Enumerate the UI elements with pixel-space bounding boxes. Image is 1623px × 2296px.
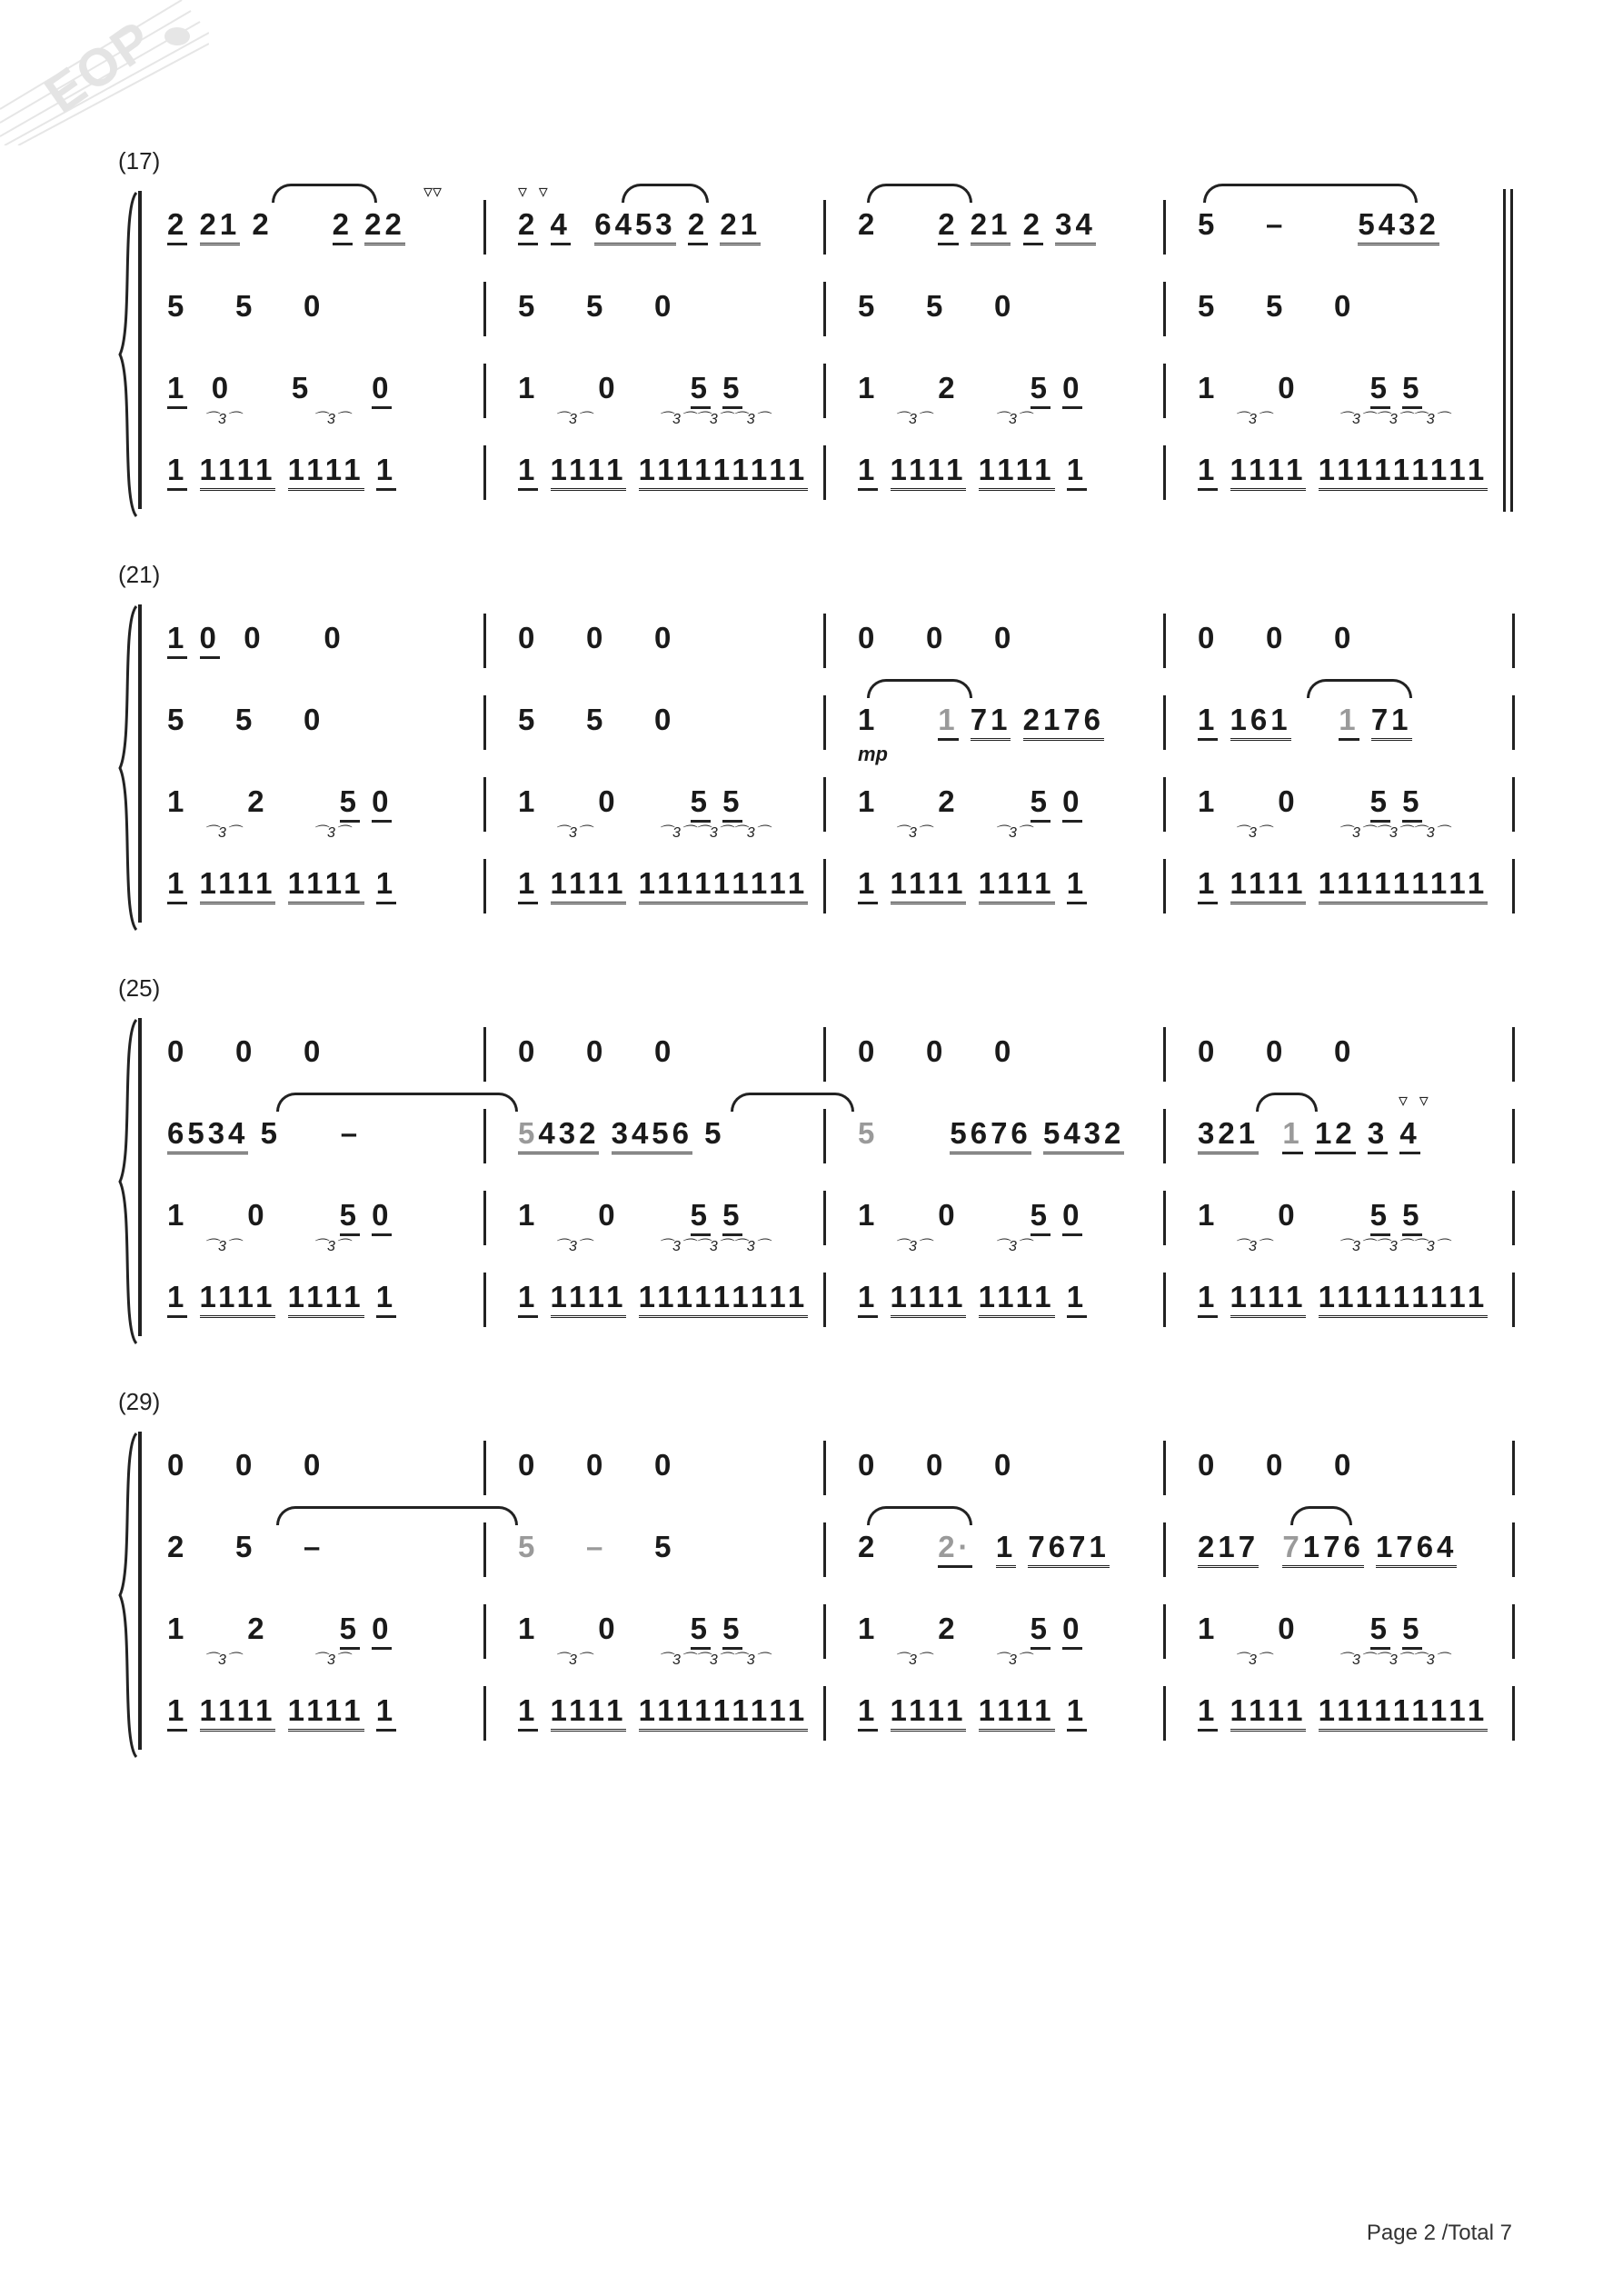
staff-row-harmony	[167, 1089, 1512, 1163]
measure-text: 0 0 0	[518, 1034, 675, 1068]
measure-18: 2 4 6453 2 21	[518, 207, 761, 242]
staff-row-harmony	[167, 282, 1512, 336]
slur	[1256, 1093, 1318, 1112]
barline	[483, 1441, 486, 1495]
staff-row-bass-upper	[167, 364, 1512, 427]
triplet-mark: ⌒3⌒	[554, 825, 592, 841]
system-barline	[138, 191, 142, 509]
measure-text: 1 0 0 0	[167, 621, 344, 655]
slur	[867, 1506, 972, 1525]
measure-text: 1 0 5 0	[858, 1198, 1082, 1233]
barline	[823, 445, 826, 500]
staff-row-bass-upper	[167, 1604, 1512, 1668]
barline	[1512, 777, 1515, 832]
measure-text: 1 1111 1111 1	[167, 1693, 396, 1728]
staff-row-bass-lower	[167, 1273, 1512, 1327]
barline	[483, 200, 486, 255]
measure-text: 0 0 0	[1198, 621, 1355, 654]
barline	[823, 1686, 826, 1741]
slur	[272, 184, 377, 203]
measure-text: 1 0 5 0	[167, 1198, 392, 1233]
barline	[1163, 1441, 1166, 1495]
measure-text: 1 0 5 5	[1198, 371, 1422, 405]
staff-row-bass-upper	[167, 777, 1512, 841]
staff-row-melody	[167, 1441, 1512, 1495]
barline	[1163, 859, 1166, 913]
measure-text: 1 0 5 5	[1198, 1612, 1422, 1646]
barline	[823, 777, 826, 832]
triplet-mark: ⌒3⌒	[204, 1239, 241, 1254]
barline	[1512, 859, 1515, 913]
barline	[483, 364, 486, 418]
measure-number-label: (25)	[118, 974, 161, 1002]
measure-19: 2 2 21 2 34	[858, 207, 1096, 242]
barline	[1163, 1686, 1166, 1741]
triplet-mark: ⌒3⌒⌒3⌒⌒3⌒	[1338, 1239, 1449, 1254]
measure-text: 1 1111 111111111	[1198, 866, 1488, 901]
barline	[483, 1273, 486, 1327]
measure-text: 1 2 5 0	[858, 784, 1082, 819]
barline	[823, 1522, 826, 1577]
barline	[823, 1441, 826, 1495]
triplet-mark: ⌒3⌒	[204, 1652, 241, 1668]
barline	[483, 1604, 486, 1659]
barline	[483, 445, 486, 500]
triplet-mark: ⌒3⌒	[554, 1239, 592, 1254]
triplet-mark: ⌒3⌒⌒3⌒⌒3⌒	[658, 1239, 770, 1254]
barline	[823, 1027, 826, 1082]
staff-row-melody	[167, 1027, 1512, 1082]
page-footer: Page 2 /Total 7	[1366, 2221, 1512, 2245]
slur	[1307, 679, 1412, 698]
staff-row-bass-lower	[167, 445, 1512, 500]
staff-row-bass-lower	[167, 859, 1512, 913]
triplet-mark: ⌒3⌒⌒3⌒⌒3⌒	[658, 412, 770, 427]
measure-text: 1 1111 111111111	[1198, 1280, 1488, 1314]
triplet-mark: ⌒3⌒	[994, 1652, 1031, 1668]
barline	[483, 1686, 486, 1741]
measure-text: 5 5 0	[858, 289, 1015, 323]
triplet-mark: ⌒3⌒	[313, 825, 350, 841]
barline	[1163, 614, 1166, 668]
measure-number-label: (29)	[118, 1388, 161, 1415]
triplet-mark: ⌒3⌒⌒3⌒⌒3⌒	[658, 825, 770, 841]
triplet-mark: ⌒3⌒	[554, 412, 592, 427]
barline	[823, 1273, 826, 1327]
barline	[1512, 1604, 1515, 1659]
triplet-mark: ⌒3⌒	[894, 825, 931, 841]
triplet-mark: ⌒3⌒	[1234, 1652, 1271, 1668]
barline	[483, 695, 486, 750]
barline	[1512, 1441, 1515, 1495]
barline	[823, 695, 826, 750]
barline	[1163, 695, 1166, 750]
slur	[276, 1506, 518, 1525]
measure-17: 2 21 2 2 22	[167, 207, 405, 242]
slur	[622, 184, 709, 203]
accent-icon: ▿ ▿	[518, 180, 548, 202]
staff-row-melody	[167, 614, 1512, 668]
barline	[483, 1191, 486, 1245]
measure-text: 1 0 5 0	[167, 371, 392, 405]
barline	[483, 859, 486, 913]
triplet-mark: ⌒3⌒	[1234, 1239, 1271, 1254]
barline	[483, 777, 486, 832]
measure-text: 1 1111 111111111	[1198, 1693, 1488, 1728]
barline	[483, 1522, 486, 1577]
barline	[483, 614, 486, 668]
barline	[1163, 1027, 1166, 1082]
staff-row-harmony	[167, 695, 1512, 765]
measure-text: 2 2· 1 7671	[858, 1530, 1110, 1564]
triplet-mark: ⌒3⌒	[1234, 825, 1271, 841]
measure-text: 0 0 0	[858, 621, 1015, 654]
barline	[1163, 777, 1166, 832]
barline	[1163, 364, 1166, 418]
slur	[1290, 1506, 1352, 1525]
staff-row-harmony	[167, 1522, 1512, 1577]
staff-row-bass-lower	[167, 1686, 1512, 1741]
triplet-mark: ⌒3⌒⌒3⌒⌒3⌒	[1338, 825, 1449, 841]
triplet-mark: ⌒3⌒	[994, 1239, 1031, 1254]
barline	[1163, 1273, 1166, 1327]
triplet-mark: ⌒3⌒	[313, 1239, 350, 1254]
measure-text: 0 0 0	[518, 621, 675, 654]
slur	[731, 1093, 854, 1112]
measure-text: 217 7176 1764	[1198, 1530, 1457, 1564]
accent-icon: ▿ ▿	[1399, 1089, 1429, 1111]
measure-text: 1 1111 111111111	[518, 1280, 808, 1314]
measure-text: 1 1111 1111 1	[858, 866, 1087, 901]
system-barline	[138, 1018, 142, 1336]
measure-text: 0 0 0	[518, 1448, 675, 1482]
barline	[1163, 1604, 1166, 1659]
barline	[1512, 1273, 1515, 1327]
triplet-mark: ⌒3⌒	[994, 412, 1031, 427]
system-17	[109, 147, 1527, 518]
eop-watermark	[0, 0, 209, 145]
measure-text: 1 1111 1111 1	[167, 453, 396, 487]
measure-text: 1 1111 111111111	[518, 866, 808, 901]
measure-text: 1 1111 1111 1	[858, 1280, 1087, 1314]
slur	[276, 1093, 518, 1112]
measure-text: 5 5 0	[518, 703, 675, 736]
barline	[823, 1604, 826, 1659]
barline	[1512, 614, 1515, 668]
measure-number-label: (21)	[118, 561, 161, 588]
barline	[1163, 1522, 1166, 1577]
measure-text: 6534 5 –	[167, 1116, 361, 1151]
measure-text: 1 161 1 71	[1198, 703, 1412, 737]
measure-text: 1 2 5 0	[167, 784, 392, 819]
barline	[1512, 1522, 1515, 1577]
measure-text: 2 5 –	[167, 1530, 324, 1563]
measure-text: 1 1111 1111 1	[167, 1280, 396, 1314]
measure-text: 1 0 5 5	[518, 784, 742, 819]
measure-text: 1 2 5 0	[858, 371, 1082, 405]
triplet-mark: ⌒3⌒	[554, 1652, 592, 1668]
barline	[1512, 1686, 1515, 1741]
barline	[1512, 1027, 1515, 1082]
measure-text: 1 0 5 5	[518, 371, 742, 405]
measure-text: 1 1111 111111111	[518, 1693, 808, 1728]
measure-text: 0 0 0	[858, 1034, 1015, 1068]
barline	[1163, 445, 1166, 500]
dynamic-marking: mp	[858, 743, 888, 765]
measure-text: 0 0 0	[1198, 1448, 1355, 1482]
measure-text: 321 1 12 3 4	[1198, 1116, 1420, 1151]
triplet-mark: ⌒3⌒⌒3⌒⌒3⌒	[1338, 1652, 1449, 1668]
barline	[1512, 1109, 1515, 1163]
measure-text: 1 2 5 0	[167, 1612, 392, 1646]
measure-text: 5 5676 5432	[858, 1116, 1124, 1151]
barline	[1512, 695, 1515, 750]
system-25	[109, 974, 1527, 1345]
triplet-mark: ⌒3⌒	[204, 825, 241, 841]
triplet-mark: ⌒3⌒	[313, 1652, 350, 1668]
barline	[823, 614, 826, 668]
system-barline	[138, 604, 142, 923]
triplet-mark: ⌒3⌒	[313, 412, 350, 427]
staff-row-bass-upper	[167, 1191, 1512, 1254]
triplet-mark: ⌒3⌒	[994, 825, 1031, 841]
barline	[823, 282, 826, 336]
measure-text: 1 1111 1111 1	[858, 1693, 1087, 1728]
barline	[823, 364, 826, 418]
barline	[483, 282, 486, 336]
barline	[1163, 200, 1166, 255]
watermark-text: EOP	[34, 9, 164, 125]
triplet-mark: ⌒3⌒⌒3⌒⌒3⌒	[1338, 412, 1449, 427]
barline	[823, 1109, 826, 1163]
measure-text: 5 5 0	[1198, 289, 1355, 323]
measure-text: 1 1 71 2176	[858, 703, 1104, 737]
measure-text: 5432 3456 5	[518, 1116, 725, 1151]
triplet-mark: ⌒3⌒	[1234, 412, 1271, 427]
measure-text: 5 5 0	[167, 289, 324, 323]
measure-text: 0 0 0	[167, 1034, 324, 1068]
measure-text: 5 5 0	[518, 289, 675, 323]
measure-text: 1 0 5 5	[518, 1198, 742, 1233]
barline	[1163, 1191, 1166, 1245]
barline	[823, 200, 826, 255]
measure-text: 1 1111 1111 1	[167, 866, 396, 901]
system-barline	[138, 1432, 142, 1750]
barline	[823, 1191, 826, 1245]
triplet-mark: ⌒3⌒	[894, 1239, 931, 1254]
measure-text: 0 0 0	[858, 1448, 1015, 1482]
barline	[1163, 1109, 1166, 1163]
barline	[823, 859, 826, 913]
measure-text: 0 0 0	[167, 1448, 324, 1482]
measure-text: 1 1111 111111111	[518, 453, 808, 487]
barline	[1512, 1191, 1515, 1245]
barline	[1163, 282, 1166, 336]
measure-text: 1 0 5 5	[1198, 1198, 1422, 1233]
measure-text: 1 1111 1111 1	[858, 453, 1087, 487]
barline	[483, 1027, 486, 1082]
slur	[1203, 184, 1418, 203]
system-29	[109, 1388, 1527, 1759]
triplet-mark: ⌒3⌒	[894, 1652, 931, 1668]
measure-text: 5 – 5	[518, 1530, 675, 1563]
measure-text: 0 0 0	[1198, 1034, 1355, 1068]
slur	[867, 184, 972, 203]
barline	[483, 1109, 486, 1163]
triplet-mark: ⌒3⌒	[894, 412, 931, 427]
measure-text: 1 0 5 5	[518, 1612, 742, 1646]
accent-icon: ▿▿	[423, 180, 443, 202]
triplet-mark: ⌒3⌒⌒3⌒⌒3⌒	[658, 1652, 770, 1668]
measure-20: 5 – 5432	[1198, 207, 1439, 242]
triplet-mark: ⌒3⌒	[204, 412, 241, 427]
staff-row-melody	[167, 180, 1512, 255]
measure-text: 1 1111 111111111	[1198, 453, 1488, 487]
measure-text: 5 5 0	[167, 703, 324, 736]
measure-text: 1 2 5 0	[858, 1612, 1082, 1646]
slur	[867, 679, 972, 698]
system-21	[109, 561, 1527, 932]
measure-number-label: (17)	[118, 147, 161, 175]
measure-text: 1 0 5 5	[1198, 784, 1422, 819]
